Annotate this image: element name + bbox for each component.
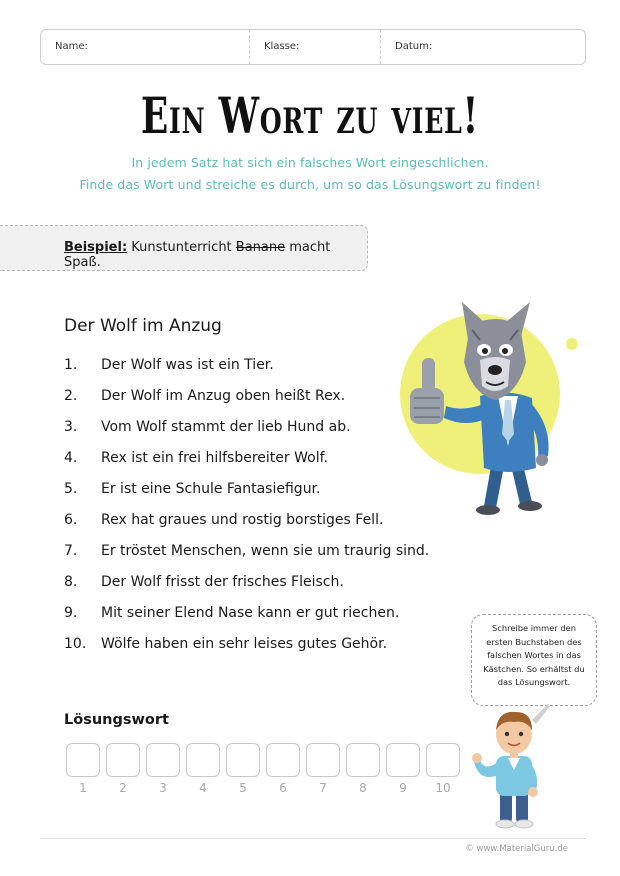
sentence-text: Rex hat graues und rostig borstiges Fell.: [101, 512, 384, 528]
sentence-item[interactable]: [64, 512, 429, 543]
sentence-text: Der Wolf im Anzug oben heißt Rex.: [101, 388, 346, 404]
example-struck-word: Banane: [235, 240, 286, 255]
sentence-item[interactable]: [64, 543, 429, 574]
example-text-before: Kunstunterricht: [131, 240, 232, 255]
class-label: Klasse:: [264, 41, 300, 52]
sentence-number: 5.: [64, 481, 78, 497]
box-number: 4: [199, 781, 207, 795]
sentence-text: Rex ist ein frei hilfsbereiter Wolf.: [101, 450, 328, 466]
solution-box[interactable]: [266, 743, 300, 777]
sentence-number: 6.: [64, 512, 78, 528]
solution-box[interactable]: [186, 743, 220, 777]
sentence-item[interactable]: [64, 574, 429, 605]
sentence-item[interactable]: [64, 605, 429, 636]
sentence-number: 2.: [64, 388, 78, 404]
sentence-number: 3.: [64, 419, 78, 435]
solution-box[interactable]: [226, 743, 260, 777]
box-number: 10: [435, 781, 451, 795]
date-field[interactable]: [381, 30, 585, 64]
hint-line: Schreibe immer den: [492, 623, 576, 633]
solution-box[interactable]: [426, 743, 460, 777]
box-number: 8: [359, 781, 367, 795]
box-number: 9: [399, 781, 407, 795]
solution-box[interactable]: [386, 743, 420, 777]
hint-line: ersten Buchstaben des: [486, 636, 582, 647]
sentence-item[interactable]: [64, 357, 429, 388]
box-number: 3: [159, 781, 167, 795]
solution-box[interactable]: [146, 743, 180, 777]
sentence-number: 8.: [64, 574, 78, 590]
example-box: [0, 225, 368, 271]
hint-line: das Lösungswort.: [497, 677, 571, 687]
box-number: 1: [79, 781, 87, 795]
instruction-line-2: Finde das Wort und streiche es durch, um so das Lösungswort zu finden!: [79, 177, 541, 192]
solution-box[interactable]: [346, 743, 380, 777]
sentence-item[interactable]: [64, 450, 429, 481]
name-field[interactable]: [41, 30, 250, 64]
box-number: 2: [119, 781, 127, 795]
box-number: 7: [319, 781, 327, 795]
sentence-number: 9.: [64, 605, 78, 621]
sentence-text: Er tröstet Menschen, wenn sie um traurig sind.: [101, 543, 430, 559]
hint-line: Kästchen. So erhältst du: [483, 663, 585, 674]
sentence-item[interactable]: [64, 419, 429, 450]
sentence-text: Wölfe haben ein sehr leises gutes Gehör.: [101, 636, 388, 652]
sentence-list: [64, 357, 429, 667]
class-field[interactable]: [250, 30, 381, 64]
hint-line: falschen Wortes in das: [487, 650, 581, 660]
solution-word-title: Lösungswort: [64, 712, 169, 728]
footer-divider: [40, 838, 586, 839]
hint-speech-bubble: [471, 614, 597, 706]
name-label: Name:: [55, 41, 88, 52]
solution-box[interactable]: [106, 743, 140, 777]
sentence-number: 7.: [64, 543, 78, 559]
sentence-text: Der Wolf frisst der frisches Fleisch.: [101, 574, 344, 590]
sentence-number: 10.: [64, 636, 87, 652]
story-title: Der Wolf im Anzug: [64, 316, 222, 336]
example-text-after: macht Spaß.: [64, 240, 331, 270]
box-number: 6: [279, 781, 287, 795]
page-title: Ein Wort zu viel!: [140, 86, 480, 145]
instruction-line-1: In jedem Satz hat sich ein falsches Wort eingeschlichen.: [131, 155, 489, 170]
name-class-date-header: [40, 29, 586, 65]
sentence-text: Mit seiner Elend Nase kann er gut riechen.: [101, 605, 400, 621]
solution-boxes: [63, 743, 463, 795]
date-label: Datum:: [395, 41, 433, 52]
sentence-number: 1.: [64, 357, 78, 373]
solution-box[interactable]: [66, 743, 100, 777]
sentence-text: Er ist eine Schule Fantasiefigur.: [101, 481, 321, 497]
sentence-text: Vom Wolf stammt der lieb Hund ab.: [101, 419, 351, 435]
box-number: 5: [239, 781, 247, 795]
example-label: Beispiel:: [64, 240, 128, 255]
sentence-item[interactable]: [64, 481, 429, 512]
yellow-dot: [566, 338, 578, 350]
sentence-text: Der Wolf was ist ein Tier.: [101, 357, 274, 373]
sentence-number: 4.: [64, 450, 78, 466]
boy-illustration: [470, 700, 560, 830]
solution-box[interactable]: [306, 743, 340, 777]
copyright-text: © www.MaterialGuru.de: [465, 844, 568, 854]
sentence-item[interactable]: [64, 636, 429, 667]
sentence-item[interactable]: [64, 388, 429, 419]
wolf-illustration: [380, 296, 590, 518]
